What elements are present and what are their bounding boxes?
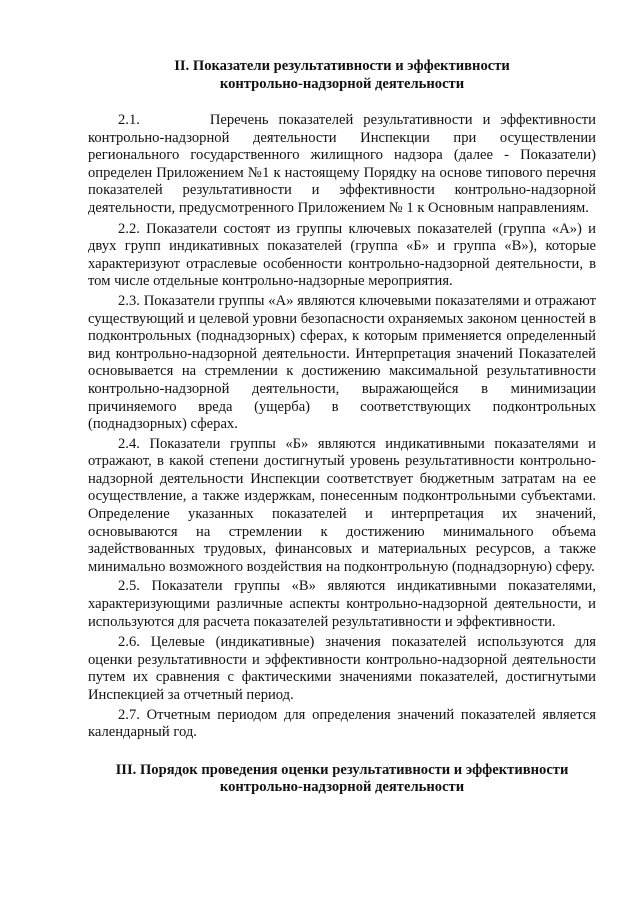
paragraph-number: 2.6. bbox=[118, 634, 140, 651]
paragraph-2-4 bbox=[88, 436, 596, 577]
paragraph-number: 2.3. bbox=[118, 292, 140, 309]
paragraph-2-3 bbox=[88, 293, 596, 434]
section-2-title-line1: II. Показатели результативности и эффективности bbox=[174, 58, 510, 74]
paragraph-text: Показатели группы «В» являются индикативными показателями, характеризующими различные аспекты контрольно-надзорной деятельности, и используются для расчета показателей результативности и эффективности. bbox=[88, 578, 596, 630]
section-2-title-line2: контрольно-надзорной деятельности bbox=[219, 75, 465, 92]
paragraph-text: Показатели группы «Б» являются индикативными показателями и отражают, в какой степени достигнутый уровень результативности контрольно-надзорной деятельности Инспекции соответствует бюджетным затратам на ее осуществление, а также издержкам, понесенным подконтрольными субъектами. Определение указанных показателей и интерпретация их значений, основываются на стремлении к достижению минимального объема задействованных трудовых, финансовых и материальных ресурсов, а также минимально возможного воздействия на подконтрольную (поднадзорную) сферу. bbox=[88, 435, 596, 575]
paragraph-text: Перечень показателей результативности и эффективности контрольно-надзорной деятельности Инспекции при осуществлении регионального государственного жилищного надзора (далее - Показатели) определен Приложением №1 к настоящему Порядку на основе типового перечня показателей результативности и эффективности контрольно-надзорной деятельности, предусмотренного Приложением № 1 к Основным направлениям. bbox=[88, 112, 596, 216]
paragraph-number: 2.1. bbox=[118, 112, 140, 128]
paragraph-text: Показатели состоят из группы ключевых показателей (группа «А») и двух групп индикативных показателей (группа «Б» и группа «В»), которые характеризуют отраслевые особенности контрольно-надзорной деятельности, в том числе отдельные контрольно-надзорные мероприятия. bbox=[88, 220, 596, 290]
paragraph-2-2 bbox=[88, 221, 596, 291]
paragraph-number: 2.5. bbox=[118, 578, 140, 595]
paragraph-text: Показатели группы «А» являются ключевыми показателями и отражают существующий и целевой уровни безопасности охраняемых законом ценностей в подконтрольных (поднадзорных) сферах, к которым применяется определенный вид контрольно-надзорной деятельности. Интерпретация значений Показателей основывается на стремлении к достижению максимальной результативности контрольно-надзорной деятельности, выражающейся в минимизации причиняемого вреда (ущерба) в соответствующих подконтрольных (поднадзорных) сферах. bbox=[88, 292, 596, 433]
section-3-heading bbox=[88, 762, 596, 797]
paragraph-text: Целевые (индикативные) значения показателей используются для оценки результативности и эффективности контрольно-надзорной деятельности путем их сравнения с фактическими значениями показателей, достигнутыми Инспекцией за отчетный период. bbox=[88, 634, 596, 703]
section-2-heading bbox=[88, 58, 596, 93]
paragraph-2-5 bbox=[88, 578, 596, 631]
paragraph-number: 2.4. bbox=[118, 435, 140, 452]
section-3-title-line2: контрольно-надзорной деятельности bbox=[219, 779, 465, 796]
paragraph-2-1 bbox=[88, 112, 596, 218]
paragraph-number: 2.2. bbox=[118, 220, 140, 237]
paragraph-number: 2.7. bbox=[118, 706, 140, 723]
document-page bbox=[88, 58, 596, 797]
paragraph-2-7 bbox=[88, 707, 596, 742]
section-3-title-line1: III. Порядок проведения оценки результативности и эффективности bbox=[115, 761, 569, 778]
paragraph-2-6 bbox=[88, 634, 596, 704]
paragraph-text: Отчетным периодом для определения значений показателей является календарный год. bbox=[88, 706, 596, 741]
